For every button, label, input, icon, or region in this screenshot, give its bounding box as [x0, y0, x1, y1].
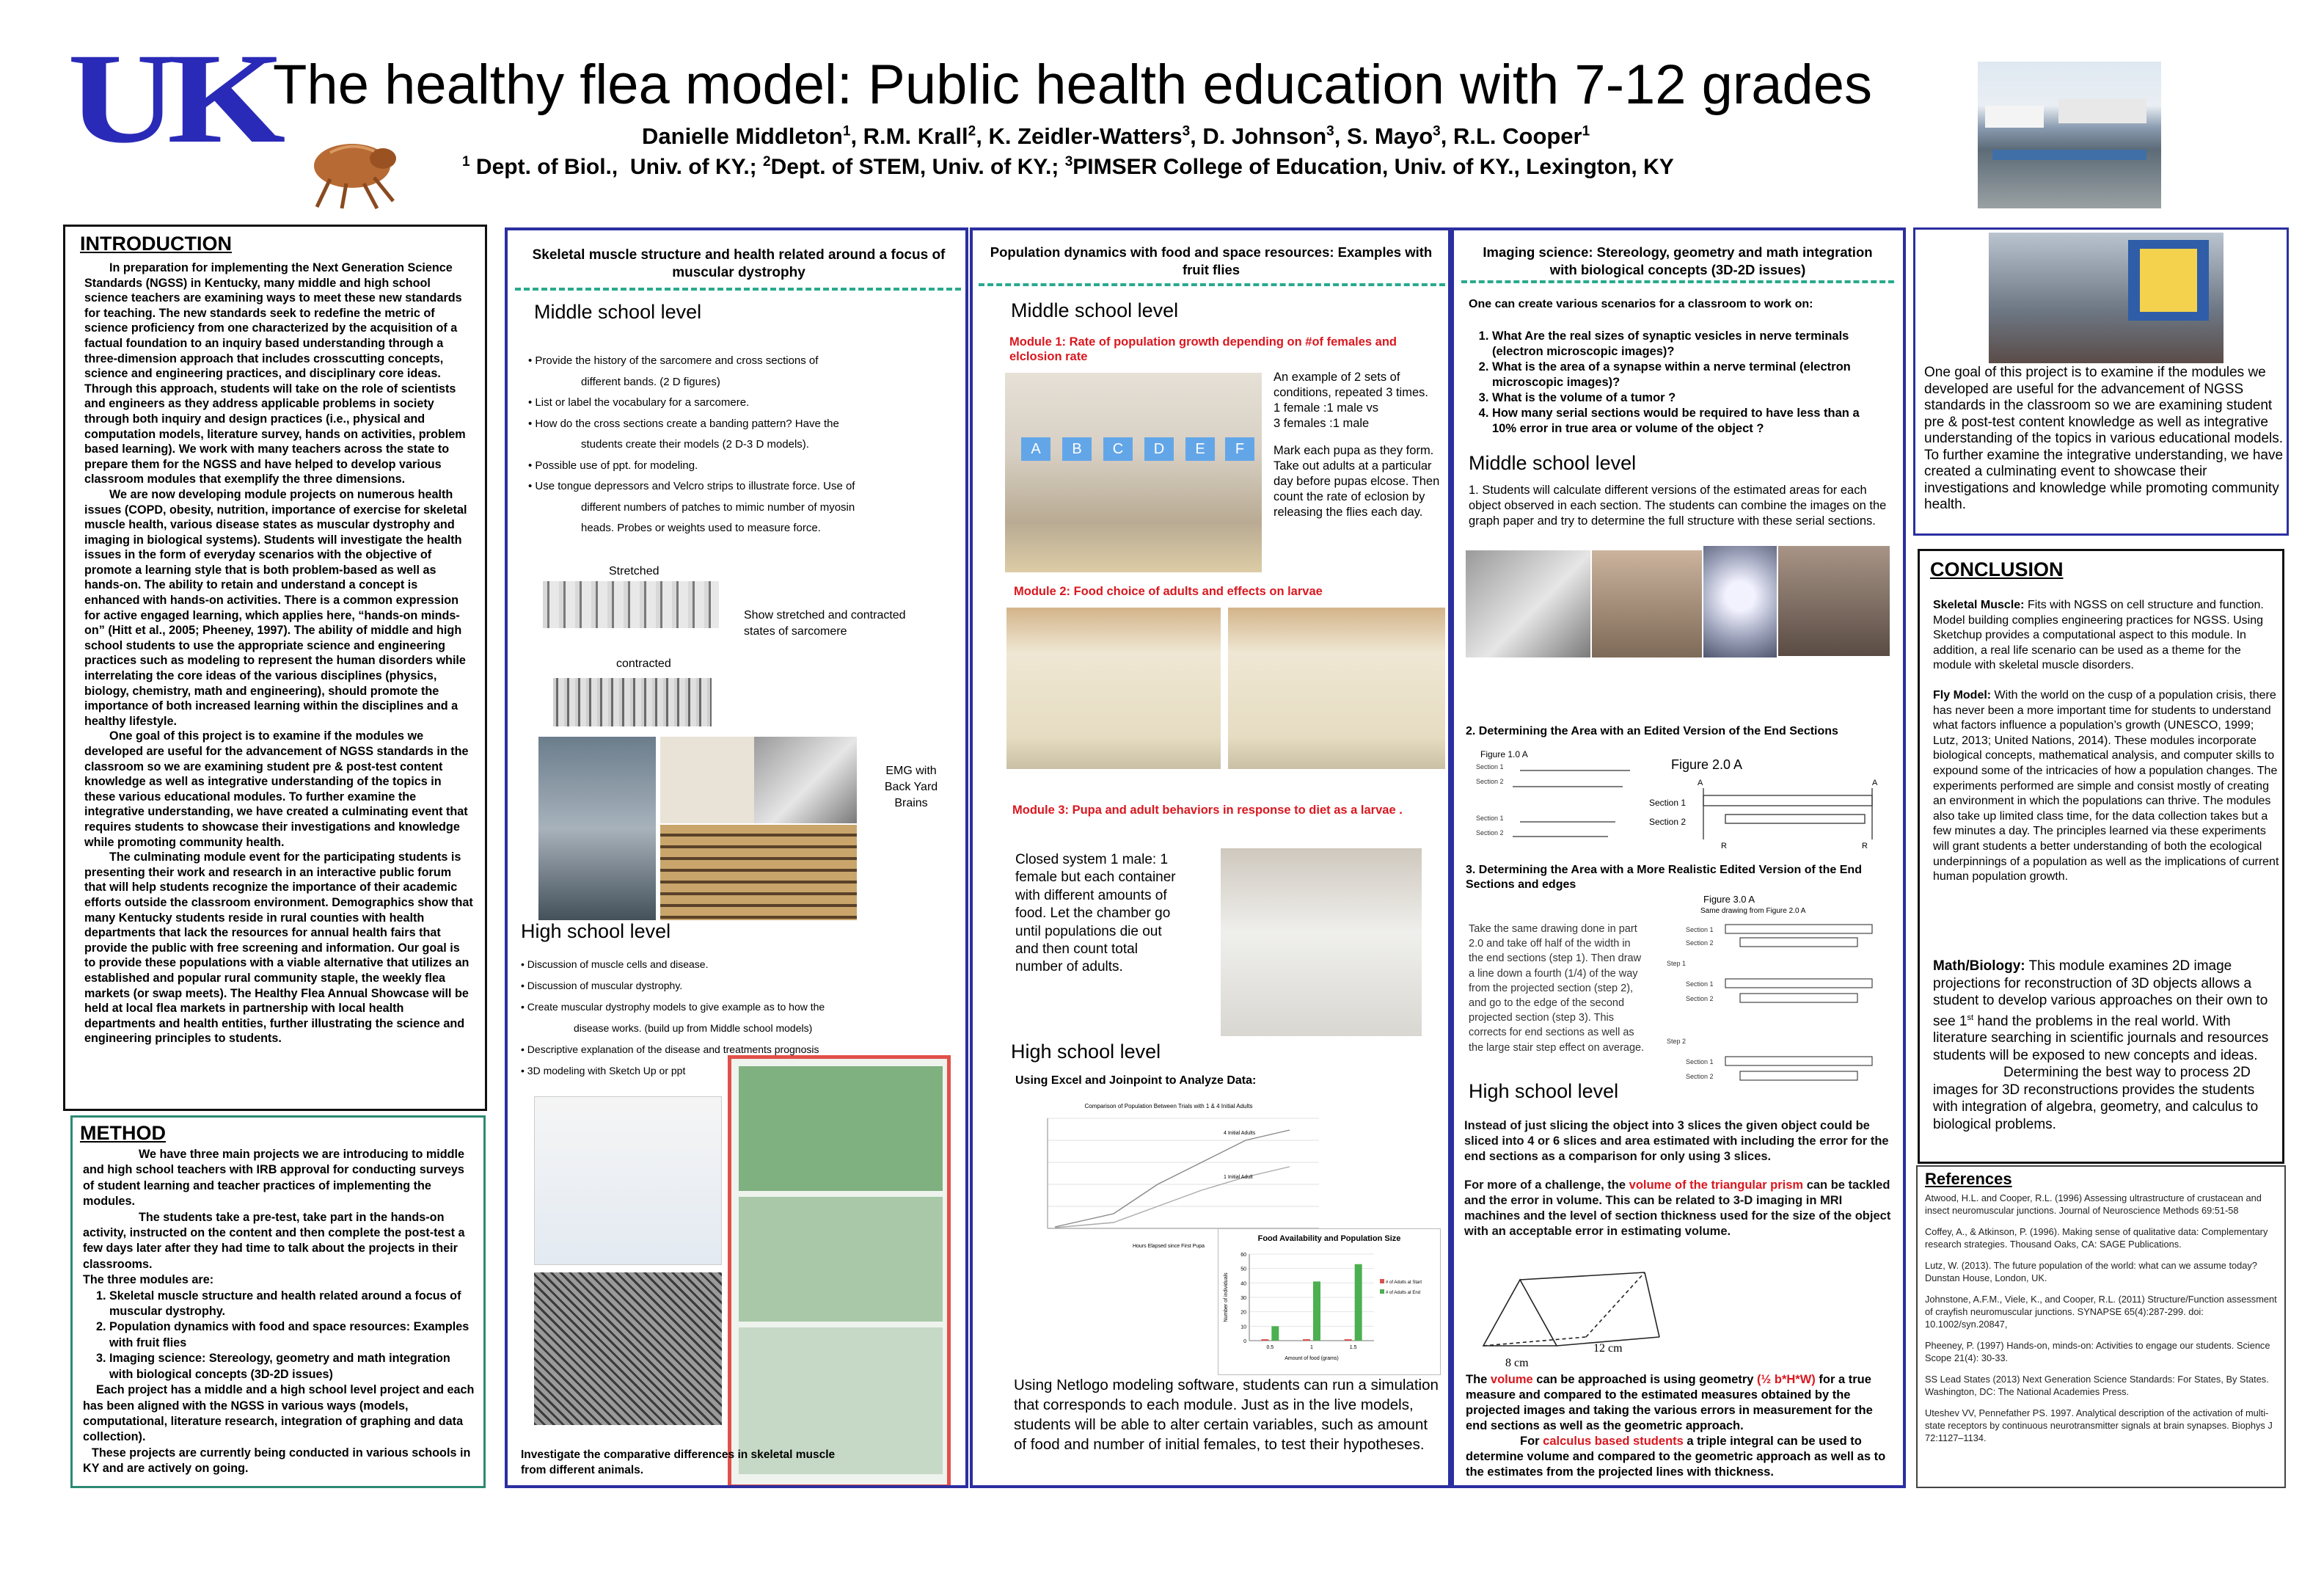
bar [1313, 1281, 1320, 1341]
author: S. Mayo$^3$, [1346, 123, 1453, 149]
section-label: Section 1 [1686, 926, 1714, 933]
step-3-text: Take the same drawing done in part 2.0 and take off half of the width in the end sections (step 1). Then draw a line down a fourth (1/4) of the way from the projected section (step 2), and go to the edge of the second projected section (step 3). This corrects for end sections as well as the large stair step effect on average. [1469, 923, 1645, 1054]
figure-3-diagram [1645, 914, 1901, 1112]
prism-dimension: 12 cm [1593, 1342, 1623, 1355]
sarcomere-contracted-image [553, 678, 712, 726]
stretched-label: Stretched [609, 565, 659, 577]
middle-school-title: Middle school level [1011, 299, 1179, 321]
bar [1355, 1264, 1362, 1341]
conclusion-math: Math/Biology: This module examines 2D image projections for reconstruction of 3D objects allows a student to develop various approaches on their own to see 1st hand the problems in the real world. With literature searching in scientific journals and resources students will be exposed to new concepts and ideas. Determining the best way to process 2D images for 3D reconstructions provides the students with integration of algebra, geometry, and calculus to biological problems. [1933, 958, 2269, 1132]
sarcomere-diagram [534, 1096, 722, 1265]
section-label: Section 1 [1649, 798, 1687, 808]
line-chart-title: Comparison of Population Between Trials with 1 & 4 Initial Adults [1084, 1103, 1253, 1110]
food-choice-vials-photo-1 [1006, 608, 1221, 769]
population-dynamics-panel [970, 227, 1451, 1488]
contracted-label: contracted [616, 657, 671, 670]
step-3-heading: 3. Determining the Area with a More Realistic Edited Version of the End Sections and edges [1466, 864, 1862, 891]
reference-item: SS Lead States (2013) Next Generation Science Standards: For States, By States. Washington, DC: The National Academies Press. [1925, 1374, 2269, 1397]
high-school-title: High school level [521, 920, 671, 942]
references-panel [1916, 1165, 2286, 1488]
method-module-list [83, 1289, 476, 1382]
vial-label: D [1144, 437, 1174, 461]
legend-entry: # of Adults at Start [1386, 1280, 1422, 1285]
netlogo-text: Using Netlogo modeling software, students can run a simulation that corresponds to each module. Just as in the live models, students will be able to alter certain variables, such as amount of food and number of initial females, to test their hypotheses. [1014, 1377, 1439, 1453]
vial-label: F [1225, 437, 1254, 461]
figure-3-sublabel: Same drawing from Figure 2.0 A [1700, 907, 1806, 915]
list-item: 1. Skeletal muscle structure and health related around a focus of muscular dystrophy. [109, 1289, 476, 1320]
emg-caption: EMG with Back Yard Brains [884, 765, 938, 809]
student-presentation-photo [1989, 233, 2223, 363]
vial-label: B [1062, 437, 1092, 461]
high-school-title: High school level [1469, 1080, 1619, 1102]
step-label: Step 2 [1667, 1038, 1687, 1045]
student-photo-3 [1703, 546, 1777, 657]
section-label: Section 1 [1686, 1058, 1714, 1065]
line-legend: 1 Initial Adult [1224, 1175, 1253, 1180]
middle-school-list: • Provide the history of the sarcomere and cross sections of different bands. (2 D figures) • List or label the vocabulary for a sarcomere. • How do the cross sections create a banding pattern? Have the students create their models (2 D-3 D models). • Possible use of ppt. for modeling. • Use tongue depressors and Velcro strips to illustrate force. Use of different numbers of patches to mimic number of myosin heads. Probes or weights used to measure force. [528, 351, 961, 539]
imaging-science-panel [1451, 227, 1906, 1488]
section-label: Section 2 [1649, 817, 1687, 827]
conclusion-body: Skeletal Muscle: Fits with NGSS on cell structure and function. Model building complies engineering practices for NGSS. Using Sketchup provides a computational aspect to this module. In addition, a real life scenario can be used as a theme for the module with skeletal muscle disorders. Fly Model: With the world on the cusp of a population crisis, there has never been a more important time for students to understand what factors influence a population’s growth (UNESCO, 1999; Lutz, 2013; United Nations, 2014). These modules incorporate biological concepts, mathematical analysis, and computer skills to expound some of the intricacies of how a population changes. The experiments performed are simple and consist mostly of creating an environment in which the populations can thrive. The modules also take up limited class time, for the data collection takes but a few minutes a day. The principles learned via these experiments will grant students a better understanding of both the ecological underpinnings of a population as well as the implications of current human population growth. [1933, 599, 2279, 883]
x-tick-label: 0.5 [1266, 1345, 1274, 1350]
fly-vials-photo [1005, 373, 1262, 572]
y-axis-label: Number of individuals [1224, 1272, 1229, 1322]
list-item: • 3D modeling with Sketch Up or ppt [521, 1065, 686, 1076]
uk-logo-text: UK [67, 27, 276, 170]
excel-text: Using Excel and Joinpoint to Analyze Data: [1015, 1074, 1257, 1087]
bar [1261, 1339, 1268, 1341]
intro-paragraph: The culminating module event for the participating students is presenting their work and research in an interactive public forum that will help students recognize the importance of their academic efforts outside the classroom environment. Demographics show that many Kentucky students reside in rural counties with health departments that lack the resources for annual health fairs that provide the public with free screening and information. Our goal is to provide these populations with a viable alternative that utilizes an established and popular rural community staple, the weekly flea markets (or swap meets). The Healthy Flea Annual Showcase will be held at local flea markets in partnership with local health departments and health entities, further illustrating the science and engineering principles to students. [84, 850, 473, 1046]
section-label: Section 2 [1476, 829, 1504, 837]
food-choice-vials-photo-2 [1228, 608, 1445, 769]
prism-dimension: 8 cm [1505, 1357, 1529, 1369]
section-label: Section 1 [1476, 815, 1504, 822]
list-item: • How do the cross sections create a banding pattern? Have the [528, 417, 839, 430]
column-heading: Population dynamics with food and space resources: Examples with fruit flies [990, 244, 1433, 277]
author-list [642, 123, 1590, 150]
conclusion-heading: CONCLUSION [1930, 558, 2064, 580]
column-heading: Imaging science: Stereology, geometry and math integration with biological concepts (3D-2D issues) [1483, 244, 1873, 277]
student-photo-1 [1466, 550, 1590, 657]
y-tick-label: 0 [1243, 1339, 1246, 1344]
point-label: R [1721, 842, 1727, 850]
sketchup-model-2 [739, 1197, 943, 1322]
list-item: • Use tongue depressors and Velcro strips to illustrate force. Use of [528, 480, 855, 492]
list-item: 2. What is the area of a synapse within a nerve terminal (electron microscopic images)? [1492, 360, 1885, 390]
y-tick-label: 30 [1240, 1296, 1246, 1301]
references-list [1925, 1192, 2280, 1453]
step-label: Step 1 [1667, 960, 1687, 967]
student-photo-2 [1592, 550, 1702, 657]
flea-market-photo [1978, 62, 2161, 208]
author: K. Zeidler-Watters$^3$, [988, 123, 1203, 149]
method-heading: METHOD [80, 1122, 166, 1144]
middle-school-title: Middle school level [1469, 452, 1637, 474]
introduction-body [84, 260, 473, 1046]
netted-muscle-photo [534, 1272, 722, 1425]
reference-item: Pheeney, P. (1997) Hands-on, minds-on: Activities to engage our students. Science Scope 21(4): 30-33. [1925, 1340, 2270, 1363]
vial-label: C [1103, 437, 1133, 461]
middle-school-text: 1. Students will calculate different versions of the estimated areas for each object observed in each section. The students can combine the images on the graph paper and try to determine the full structure with these serial sections. [1469, 484, 1887, 528]
list-item: • Possible use of ppt. for modeling. [528, 459, 698, 472]
method-body: We have three main projects we are introducing to middle and high school teachers with IRB approval for conducting surveys of student learning and teacher practices of implementing the modules. The students take a pre-test, take part in the hands-on activity, instructed on the content and then complete the post-test a few days later after they had time to talk about the projects in their classrooms. The three modules are: 1. Skeletal muscle structure and health related around a focus of muscular dystrophy. 2. Population dynamics with food and space resources: Examples with fruit flies 3. Imaging science: Stereology, geometry and math integration with biological concepts (3D-2D issues) Each project has a middle and a high school level project and each has been aligned with the NGSS in various ways (models, computational, literature research, integration of graphing and data collection). These projects are currently being conducted in various schools in KY and are actively on going. [83, 1147, 476, 1477]
investigate-caption: Investigate the comparative differences in skeletal muscle from different animals. [521, 1449, 836, 1476]
step-2-heading: 2. Determining the Area with an Edited Version of the End Sections [1466, 725, 1838, 737]
reference-item: Johnstone, A.F.M., Viele, K., and Cooper, R.L. (2011) Structure/Function assessment of crayfish neuromuscular junctions. SYNAPSE 65(4):287-299. doi: 10.1002/syn.20847, [1925, 1294, 2277, 1330]
module-1-heading: Module 1: Rate of population growth depending on #of females and elclosion rate [1009, 335, 1397, 363]
y-tick-label: 10 [1240, 1325, 1246, 1330]
skeletal-muscle-panel [505, 227, 968, 1488]
vial-label: A [1021, 437, 1050, 461]
list-item: 2. Population dynamics with food and space resources: Examples with fruit flies [109, 1319, 476, 1351]
reference-item: Lutz, W. (2013). The future population of the world: what can we assume today? Dunstan House, London, UK. [1925, 1260, 2257, 1283]
author: R.L. Cooper$^1$ [1452, 123, 1590, 149]
scenario-intro: One can create various scenarios for a classroom to work on: [1469, 298, 1813, 310]
section-label: Section 2 [1476, 778, 1504, 785]
bar-chart-svg [1218, 1229, 1440, 1374]
sketchup-model-1 [739, 1066, 943, 1191]
figure-1-label: Figure 1.0 A [1480, 749, 1528, 759]
triangular-prism-diagram [1469, 1258, 1674, 1375]
list-item: 3. What is the volume of a tumor ? [1492, 390, 1885, 406]
figure-2-label: Figure 2.0 A [1671, 757, 1743, 772]
high-school-text: Instead of just slicing the object into 3 slices the given object could be sliced into 4 or 6 slices and area estimated with including the error for the end sections as a comparison for only using 3 slices. For more of a challenge, the volume of the triangular prism can be tackled and the error in volume. This can be related to 3-D imaging in MRI machines and the level of section thickness used for the size of the object with an acceptable error in estimating volume. [1464, 1119, 1891, 1238]
closed-system-text: Closed system 1 male: 1 female but each container with different amounts of food. Let the chamber go until populations die out and then count total number of adults. [1015, 852, 1176, 975]
y-tick-label: 40 [1240, 1281, 1246, 1287]
section-label: Section 1 [1686, 980, 1714, 988]
x-tick-label: 1.5 [1349, 1345, 1357, 1350]
legend-entry: # of Adults at End [1386, 1291, 1421, 1295]
divider [1461, 280, 1894, 283]
emg-setup-photo [754, 737, 857, 823]
chart-title: Food Availability and Population Size [1257, 1234, 1401, 1243]
intro-paragraph: In preparation for implementing the Next Generation Science Standards (NGSS) in Kentucky, many middle and high school science teachers are examining ways to meet these new standards for teaching. The new standards seek to redefine the metric of science proficiency from one characterized by the acquisition of a factual foundation to an inquiry based understanding through a three-dimension approach that includes crosscutting concepts, science and engineering practices, and disciplinary core ideas. Through this approach, students will take on the role of scientists and engineers as they address applicable problems in society through both inquiry and design practices (i.e., physical and computation models, literature survey, hands on activities, problem based learning). We work with many teachers across the state to prepare them for the NGSS and have helped to develop various classroom modules that exemplify the three dimensions. [84, 261, 466, 487]
references-heading: References [1925, 1170, 2012, 1188]
module-1-notes: An example of 2 sets of conditions, repeated 3 times. 1 female :1 male vs 3 females :1 male Mark each pupa as they form. Take out adults at a particular day before pupas elcose. Then count the rate of eclosion by releasing the flies each day. [1274, 371, 1440, 519]
point-label: R [1862, 842, 1868, 850]
line-chart-xlabel: Hours Elapsed since First Pupa [1132, 1244, 1205, 1249]
high-school-list: • Discussion of muscle cells and disease. • Discussion of muscular dystrophy. • Create muscular dystrophy models to give example as to how the disease works. (build up from Middle school models) • Descriptive explanation of the disease and treatments prognosis • 3D modeling with Sketch Up or ppt [521, 954, 961, 1082]
divider [979, 283, 1445, 286]
closed-chamber-photo [1221, 848, 1422, 1036]
figure-1-2-diagram [1461, 744, 1901, 854]
introduction-panel [63, 225, 487, 1111]
list-item: 4. How many serial sections would be required to have less than a 10% error in true area or volume of the object ? [1492, 406, 1885, 437]
culminating-event-panel [1913, 227, 2289, 536]
sarcomere-caption: Show stretched and contracted states of sarcomere [744, 609, 906, 638]
x-tick-label: 1 [1310, 1345, 1313, 1350]
list-item: 1. What Are the real sizes of synaptic vesicles in nerve terminals (electron microscopic images)? [1492, 329, 1885, 360]
intro-paragraph: We are now developing module projects on numerous health issues (COPD, obesity, nutrition, importance of exercise for skeletal muscle health, various disease states as muscular dystrophy and imaging in biological systems). Students will investigate the health issues in the form of everyday scenarios with the objective of promote a learning style that is both problem-based as well as hands-on. The ability to retain and understand a concept is enhanced with hands-on activities. There is a common expression for active engaged learning, which applies here, “hands-on minds-on” (Hitt et al., 2005; Pheeney, 1997). The ability of middle and high school students to use the appropriate science and engineering practices such as modeling to represent the human disorders while interrelating the core ideas of the various disciplines (physics, biology, chemistry, math and engineering), should promote the importance of both increased learning within the disciplines and a healthy lifestyle. [84, 487, 467, 728]
point-label: A [1872, 779, 1878, 787]
point-label: A [1698, 779, 1703, 787]
middle-school-title: Middle school level [534, 301, 702, 323]
intro-paragraph: One goal of this project is to examine if the modules we developed are useful for the advancement of NGSS standards in the classroom so we are examining student pre & post-test content knowledge as well as integrative understanding of the topics in these various educational modules. To further examine the integrative understanding, we have created a culminating event that requires students to showcase their investigations and knowledge while promoting community health. [84, 729, 469, 849]
method-panel [70, 1115, 486, 1488]
reference-item: Uteshev VV, Pennefather PS. 1997. Analytical description of the activation of multi-state receptors by continuous neurotransmitter signals at brain synapses. Biophys J 72:1127–1134. [1925, 1407, 2273, 1443]
section-label: Section 2 [1686, 939, 1714, 947]
figure-3-label: Figure 3.0 A [1703, 894, 1755, 905]
food-population-chart [1218, 1228, 1441, 1375]
uk-logo [67, 27, 276, 170]
student-photo-4 [1778, 546, 1890, 656]
vial-label: E [1185, 437, 1215, 461]
line-legend: 4 Initial Adults [1224, 1131, 1256, 1136]
list-item: • Discussion of muscular dystrophy. [521, 980, 683, 991]
bar [1303, 1339, 1310, 1341]
list-item: • Descriptive explanation of the disease and treatments prognosis [521, 1043, 819, 1055]
section-label: Section 1 [1476, 763, 1504, 770]
author: D. Johnson$^3$, [1202, 123, 1347, 149]
x-axis-label: Amount of food (grams) [1285, 1356, 1339, 1361]
high-school-title: High school level [1011, 1041, 1161, 1063]
tongue-depressor-model-photo [660, 825, 857, 920]
author: R.M. Krall$^2$, [863, 123, 989, 149]
list-item: • Create muscular dystrophy models to give example as to how the [521, 1001, 825, 1013]
introduction-heading: INTRODUCTION [80, 233, 232, 255]
module-2-heading: Module 2: Food choice of adults and effects on larvae [1014, 585, 1323, 598]
list-item: 3. Imaging science: Stereology, geometry and math integration with biological concepts (3D-2D issues) [109, 1351, 476, 1382]
section-label: Section 2 [1686, 1073, 1714, 1080]
y-tick-label: 60 [1240, 1253, 1246, 1258]
legend-swatch [1380, 1289, 1384, 1294]
list-item: • Discussion of muscle cells and disease. [521, 958, 709, 970]
flea-illustration [301, 131, 403, 211]
section-label: Section 2 [1686, 995, 1714, 1002]
legend-swatch [1380, 1279, 1384, 1283]
divider [515, 288, 961, 291]
list-item: • List or label the vocabulary for a sarcomere. [528, 396, 750, 409]
affiliations: $^1$ Dept. of Biol., Univ. of KY.; $^2$Dept. of STEM, Univ. of KY.; $^3$PIMSER College of Education, Univ. of KY., Lexington, KY [462, 154, 1674, 179]
sarcomere-stretched-image [543, 581, 719, 628]
goal-text: One goal of this project is to examine if the modules we developed are useful for the advancement of NGSS standards in the classroom so we are examining student pre & post-test content knowledge as well as integrative understanding of the topics in various educational models. To further examine the integrative understanding, we have created a culminating event to showcase their investigations and knowledge while promoting community health. [1924, 365, 2284, 512]
muscle-model-photo [538, 737, 656, 920]
reference-item: Atwood, H.L. and Cooper, R.L. (1996) Assessing ultrastructure of crustacean and insect neuromuscular junctions. Journal of Neuroscience Methods 69:51-58 [1925, 1192, 2262, 1216]
conclusion-panel [1918, 549, 2284, 1164]
list-item: • Provide the history of the sarcomere and cross sections of [528, 354, 819, 367]
author: Danielle Middleton$^1$, [642, 123, 863, 149]
column-heading: Skeletal muscle structure and health related around a focus of muscular dystrophy [532, 247, 946, 280]
volume-text: The volume can be approached is using geometry (½ b*H*W) for a true measure and compared to the estimated measures obtained by the projected images and taking the various errors in measurement for the end sections as well as the geometric approach. For calculus based students a triple integral can be used to determine volume and compared to the geometric approach as well as to the estimates from the projected lines with thickness. [1466, 1373, 1886, 1479]
reference-item: Coffey, A., & Atkinson, P. (1996). Making sense of qualitative data: Complementary research strategies. Thousand Oaks, CA: SAGE Publications. [1925, 1226, 2268, 1250]
scenario-question-list [1467, 329, 1885, 437]
y-tick-label: 50 [1240, 1267, 1246, 1272]
bar [1271, 1326, 1279, 1341]
sketchup-models-frame [728, 1055, 951, 1488]
y-tick-label: 20 [1240, 1310, 1246, 1316]
poster-title: The healthy flea model: Public health education with 7-12 grades [273, 54, 1873, 116]
bar [1345, 1339, 1352, 1341]
module-3-heading: Module 3: Pupa and adult behaviors in response to diet as a larvae . [1012, 804, 1403, 817]
